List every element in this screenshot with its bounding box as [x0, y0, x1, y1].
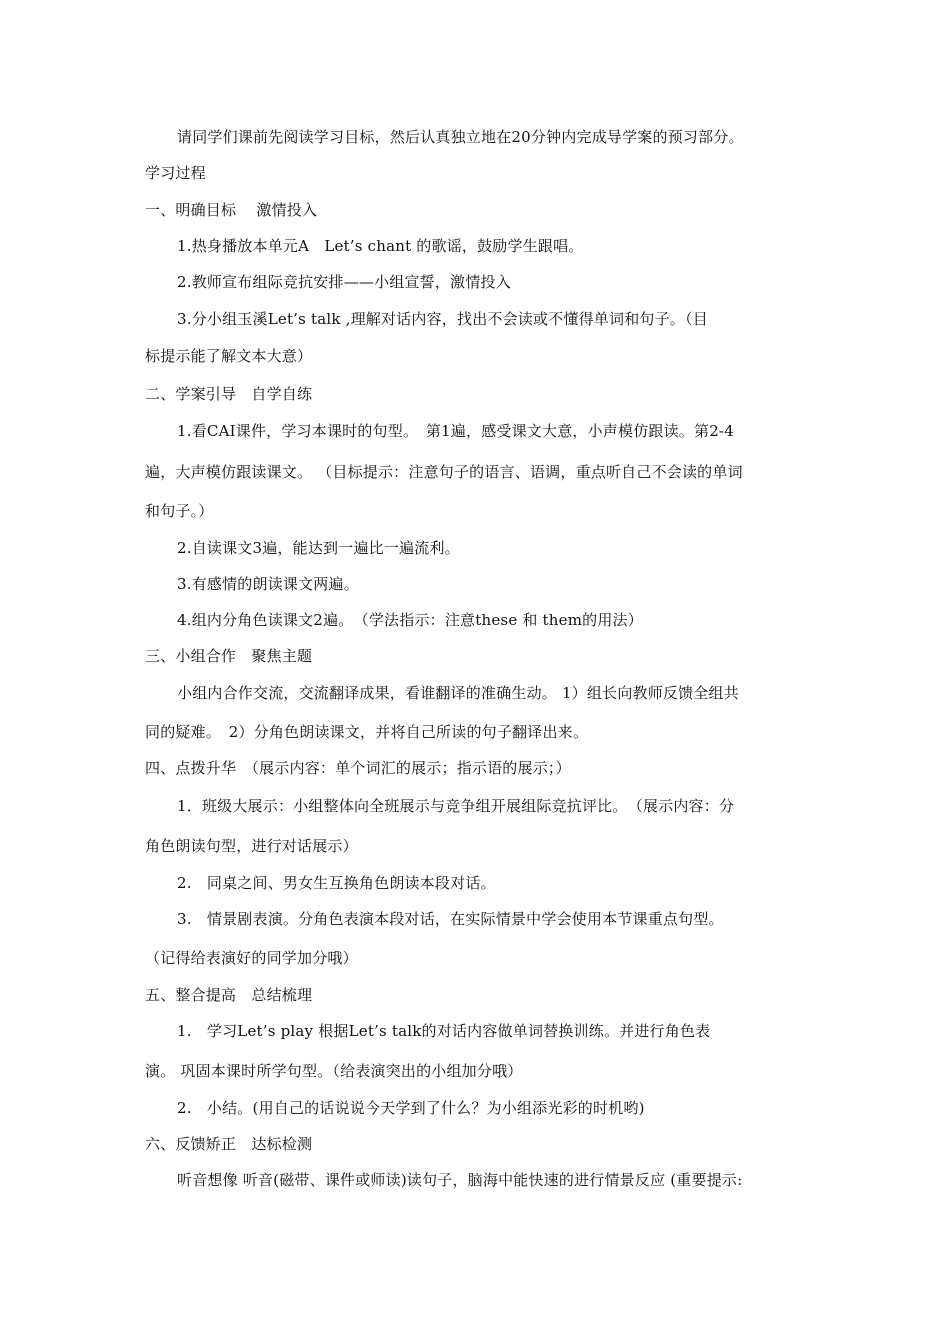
text-line-21: 2. 同桌之间、男女生互换角色朗读本段对话。 — [177, 874, 496, 892]
text-line-16: 小组内合作交流，交流翻译成果，看谁翻译的准确生动。 1）组长向教师反馈全组共 — [177, 684, 739, 702]
text-line-28: 六、反馈矫正 达标检测 — [145, 1135, 313, 1153]
text-line-13: 3.有感情的朗读课文两遍。 — [177, 575, 359, 593]
text-line-4: 1.热身播放本单元A Let’s chant 的歌谣，鼓励学生跟唱。 — [177, 237, 584, 255]
text-line-25: 1. 学习Let’s play 根据Let’s talk的对话内容做单词替换训练。并进行角色表 — [177, 1022, 711, 1040]
text-line-26: 演。 巩固本课时所学句型。（给表演突出的小组加分哦） — [145, 1062, 523, 1080]
text-line-19: 1．班级大展示：小组整体向全班展示与竞争组开展组际竞抗评比。 （展示内容：分 — [177, 797, 735, 815]
text-line-7: 标提示能了解文本大意） — [145, 347, 313, 365]
text-line-11: 和句子。） — [145, 502, 214, 520]
text-line-5: 2.教师宣布组际竞抗安排——小组宣誓，激情投入 — [177, 273, 511, 291]
text-line-22: 3. 情景剧表演。分角色表演本段对话，在实际情景中学会使用本节课重点句型。 — [177, 910, 724, 928]
text-line-29: 听音想像 听音(磁带、课件或师读)读句子，脑海中能快速的进行情景反应 (重要提示: — [177, 1171, 743, 1189]
text-line-9: 1.看CAI课件，学习本课时的句型。 第1遍，感受课文大意，小声模仿跟读。第2-4 — [177, 422, 734, 440]
text-line-17: 同的疑难。 2）分角色朗读课文，并将自己所读的句子翻译出来。 — [145, 723, 589, 741]
text-line-6: 3.分小组玉溪Let’s talk ,理解对话内容，找出不会读或不懂得单词和句子。（目 — [177, 310, 708, 328]
text-line-1: 请同学们课前先阅读学习目标，然后认真独立地在20分钟内完成导学案的预习部分。 — [177, 128, 744, 146]
text-line-24: 五、整合提高 总结梳理 — [145, 986, 313, 1004]
text-line-23: （记得给表演好的同学加分哦） — [145, 949, 358, 967]
text-line-18: 四、点拨升华 （展示内容：单个词汇的展示；指示语的展示；） — [145, 759, 571, 777]
text-line-8: 二、学案引导 自学自练 — [145, 385, 313, 403]
text-line-27: 2. 小结。(用自己的话说说今天学到了什么？为小组添光彩的时机哟) — [177, 1099, 645, 1117]
text-line-2: 学习过程 — [145, 164, 206, 182]
text-line-3: 一、明确目标 激情投入 — [145, 201, 318, 219]
text-line-10: 遍，大声模仿跟读课文。 （目标提示：注意句子的语言、语调，重点听自己不会读的单词 — [145, 463, 743, 481]
text-line-12: 2.自读课文3遍，能达到一遍比一遍流利。 — [177, 539, 460, 557]
text-line-15: 三、小组合作 聚焦主题 — [145, 647, 313, 665]
text-line-14: 4.组内分角色读课文2遍。 （学法指示：注意these 和 them的用法） — [177, 611, 643, 629]
text-line-20: 角色朗读句型，进行对话展示） — [145, 837, 358, 855]
